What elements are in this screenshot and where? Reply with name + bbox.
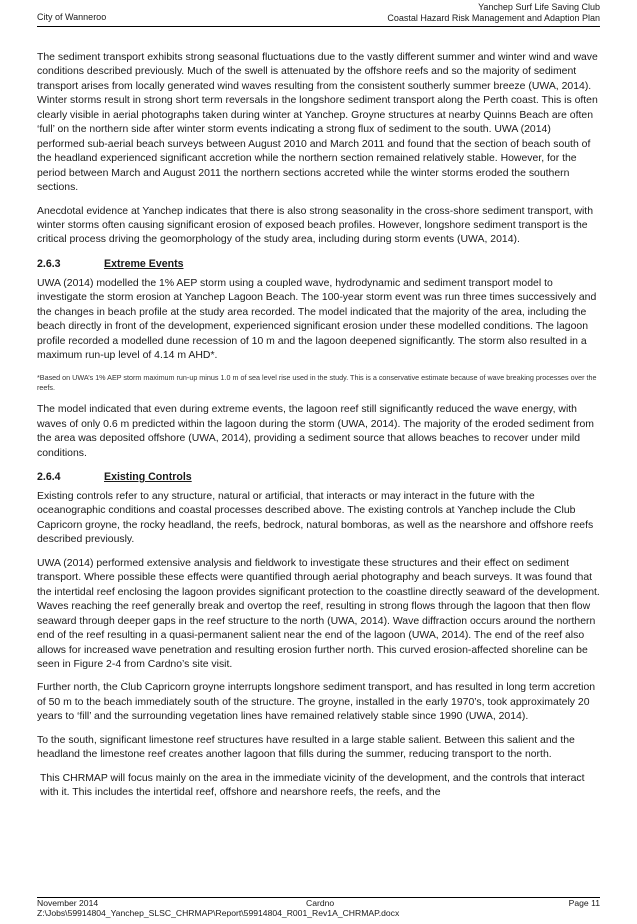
paragraph-lagoon-reef: The model indicated that even during extreme events, the lagoon reef still significantly reduced the wave energy, with waves of only 0.6 m predicted within the lagoon during the storm (UWA, 2014). The majority of the eroded sediment from the area was deposited offshore (UWA, 2014), providing a sediment source that allows beaches to recover under mild conditions.	[37, 404, 594, 459]
header-client: City of Wanneroo	[37, 12, 107, 22]
section-heading-existing-controls	[37, 470, 600, 484]
footer-date: November 2014	[37, 898, 99, 908]
section-title: Existing Controls	[104, 471, 192, 484]
paragraph-groyne: Further north, the Club Capricorn groyne interrupts longshore sediment transport, and has resulted in long term accretion of 50 m to the beach immediately south of the structure. The groyne, installed in the early 1970’s, took approximately 20 years to ‘fill’ and the surrounding vegetation lines have remained relatively stable since 1990 (UWA, 2014).	[37, 682, 596, 723]
footer-page-number: Page 11	[568, 898, 600, 908]
paragraph-uwa-analysis: UWA (2014) performed extensive analysis and fieldwork to investigate these structures and their effect on sediment transport. Where possible these effects were quantified through aerial photography and beach surveys. It was found that the intertidal reef enclosing the lagoon provides significant protection to the coastline directly seaward of the development. Waves reaching the reef generally break and overtop the reef, resulting in strong flows through the lagoon that then flow seaward through deeper gaps in the reef structure to the north (UWA, 2014). Wave diffraction occurs around the northern end of the reef resulting in a quasi-permanent salient near the end of the lagoon (UWA, 2014). The end of the reef also allows for increased wave penetration and resulting erosion further north. This curved erosion-affected shoreline can be seen in Figure 2-4 from Cardno’s site visit.	[37, 557, 600, 670]
paragraph-cross-shore: Anecdotal evidence at Yanchep indicates that there is also strong seasonality in the cross-shore sediment transport, with winter storms often causing significant erosion of exposed beach profiles. However, longshore sediment transport is the critical process driving the geomorphology of the study area, including during storm events (UWA, 2014).	[37, 205, 594, 246]
footer-file-path: Z:\Jobs\59914804_Yanchep_SLSC_CHRMAP\Report\59914804_R001_Rev1A_CHRMAP.docx	[37, 908, 400, 918]
paragraph-chrmap-focus: This CHRMAP will focus mainly on the area in the immediate vicinity of the development, and the controls that interact with it. This includes the intertidal reef, offshore and nearshore reefs, the reefs, and the	[40, 772, 585, 799]
footnote-runup: *Based on UWA’s 1% AEP storm maximum run-up minus 1.0 m of sea level rise used in the study. This is a conservative estimate because of wave breaking processes over the reefs.	[37, 372, 597, 393]
section-number: 2.6.3	[37, 257, 61, 270]
section-number: 2.6.4	[37, 471, 61, 484]
document-body	[37, 51, 600, 801]
header-divider	[37, 26, 600, 27]
paragraph-existing-controls: Existing controls refer to any structure, natural or artificial, that interacts or may interact in the future with the oceanographic conditions and coastal processes described above. The existing controls at Yanchep include the Club Capricorn groyne, the rocky headland, the reefs, bedrock, natural bomboras, as well as the nearshore and offshore reefs described previously.	[37, 491, 594, 546]
section-title: Extreme Events	[104, 257, 184, 270]
header-project: Yanchep Surf Life Saving Club	[478, 2, 600, 12]
header-project-block	[387, 2, 600, 23]
section-heading-extreme-events	[37, 257, 600, 271]
footer-company: Cardno	[306, 898, 335, 908]
paragraph-storm-model: UWA (2014) modelled the 1% AEP storm using a coupled wave, hydrodynamic and sediment transport model to investigate the storm erosion at Yanchep Lagoon Beach. The 100-year storm event was run three times successively and the changes in beach profile at the study area recorded. The model indicated that the majority of the area, including the beach directly in front of the development, experienced significant erosion under these modelled conditions. The lagoon profile recorded a modelled dune recession of 10 m and the lagoon deepened significantly. The storm also resulted in a maximum run-up level of 4.14 m AHD*.	[37, 277, 597, 362]
header-doc-title: Coastal Hazard Risk Management and Adaption Plan	[387, 12, 600, 23]
paragraph-south-salient: To the south, significant limestone reef structures have resulted in a large stable salient. Between this salient and the headland the limestone reef creates another lagoon that fills during the summer, reducing transport to the north.	[37, 734, 575, 761]
paragraph-sediment-seasonal: The sediment transport exhibits strong seasonal fluctuations due to the vastly different summer and winter wind and wave conditions described previously. Much of the swell is attenuated by the offshore reefs and so the majority of sediment transport arises from locally generated wind waves resulting from the consistent southerly summer breeze (UWA, 2014). Winter storms result in strong short term reversals in the longshore sediment transport along the Perth coast. This is often clearly visible in aerial photographs taken during winter at Yanchep. Groyne structures at nearby Quinns Beach are often ‘full’ on the northern side after winter storm events indicating a strong flux of sediment to the south. UWA (2014) performed sub-aerial beach surveys between August 2010 and March 2011 and found that the section of beach south of the headland experienced significant accretion while the northern section remained relatively stable. However, for the period between March and August 2011 the northern sections accreted while the winter storms eroded the southern sections.	[37, 52, 598, 194]
